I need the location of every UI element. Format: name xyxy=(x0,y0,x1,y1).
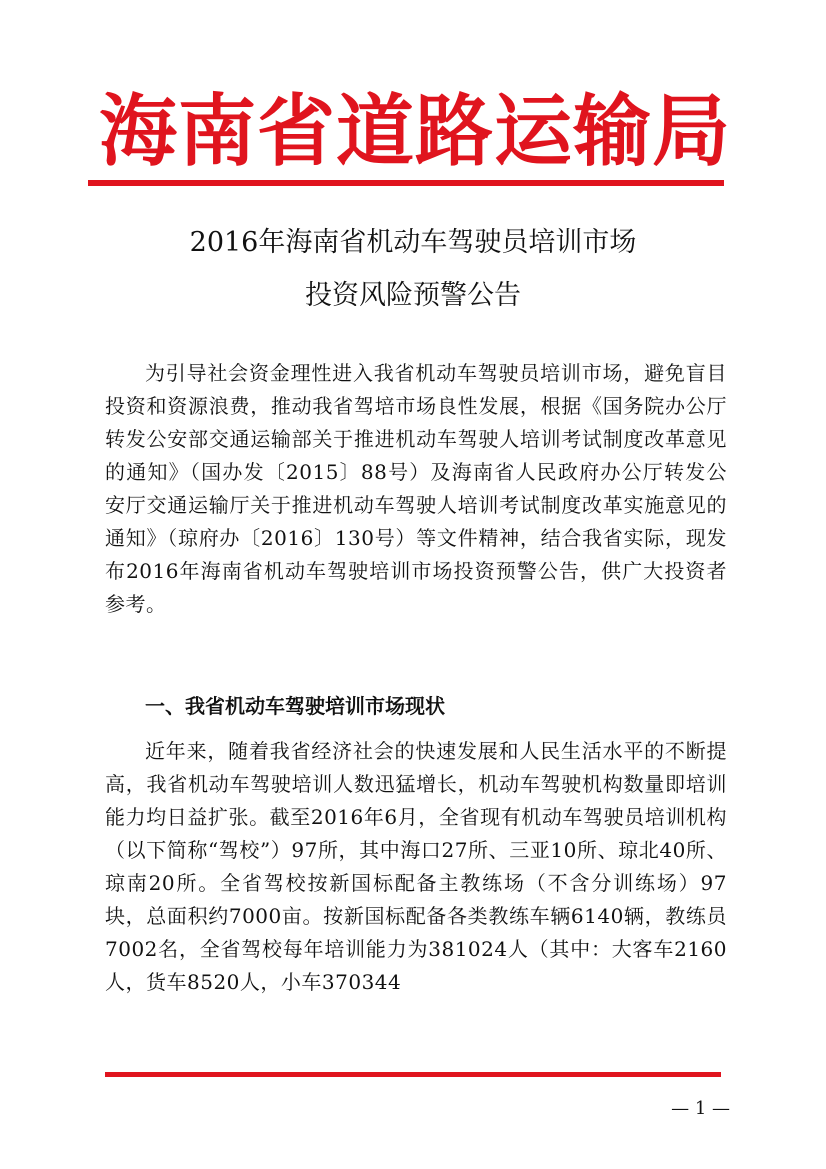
paragraph-market-status: 近年来，随着我省经济社会的快速发展和人民生活水平的不断提高，我省机动车驾驶培训人数迅猛增长，机动车驾驶机构数量即培训能力均日益扩张。截至2016年6月，全省现有机动车驾驶员培训机构（以下简称“驾校”）97所，其中海口27所、三亚10所、琼北40所、琼南20所。全省驾校按新国标配备主教练场（不含分训练场）97块，总面积约7000亩。按新国标配备各类教练车辆6140辆，教练员7002名，全省驾校每年培训能力为381024人（其中：大客车2160人，货车8520人，小车370344 xyxy=(105,739,727,994)
section-1-heading: 一、我省机动车驾驶培训市场现状 xyxy=(145,694,445,718)
footer-red-rule xyxy=(105,1072,721,1077)
paragraph-intro: 为引导社会资金理性进入我省机动车驾驶员培训市场，避免盲目投资和资源浪费，推动我省驾培市场良性发展，根据《国务院办公厅转发公安部交通运输部关于推进机动车驾驶人培训考试制度改革意见的通知》（国办发〔2015〕88号）及海南省人民政府办公厅转发公安厅交通运输厅关于推进机动车驾驶人培训考试制度改革实施意见的通知》（琼府办〔2016〕130号）等文件精神，结合我省实际，现发布2016年海南省机动车驾驶培训市场投资预警公告，供广大投资者参考。 xyxy=(105,361,727,616)
document-title-line-2: 投资风险预警公告 xyxy=(305,280,521,311)
masthead-org-name: 海南省道路运输局 xyxy=(98,87,731,177)
masthead-red-rule xyxy=(88,180,724,186)
page-number: — 1 — xyxy=(671,1098,730,1119)
document-title-line-1: 2016年海南省机动车驾驶员培训市场 xyxy=(189,227,637,258)
